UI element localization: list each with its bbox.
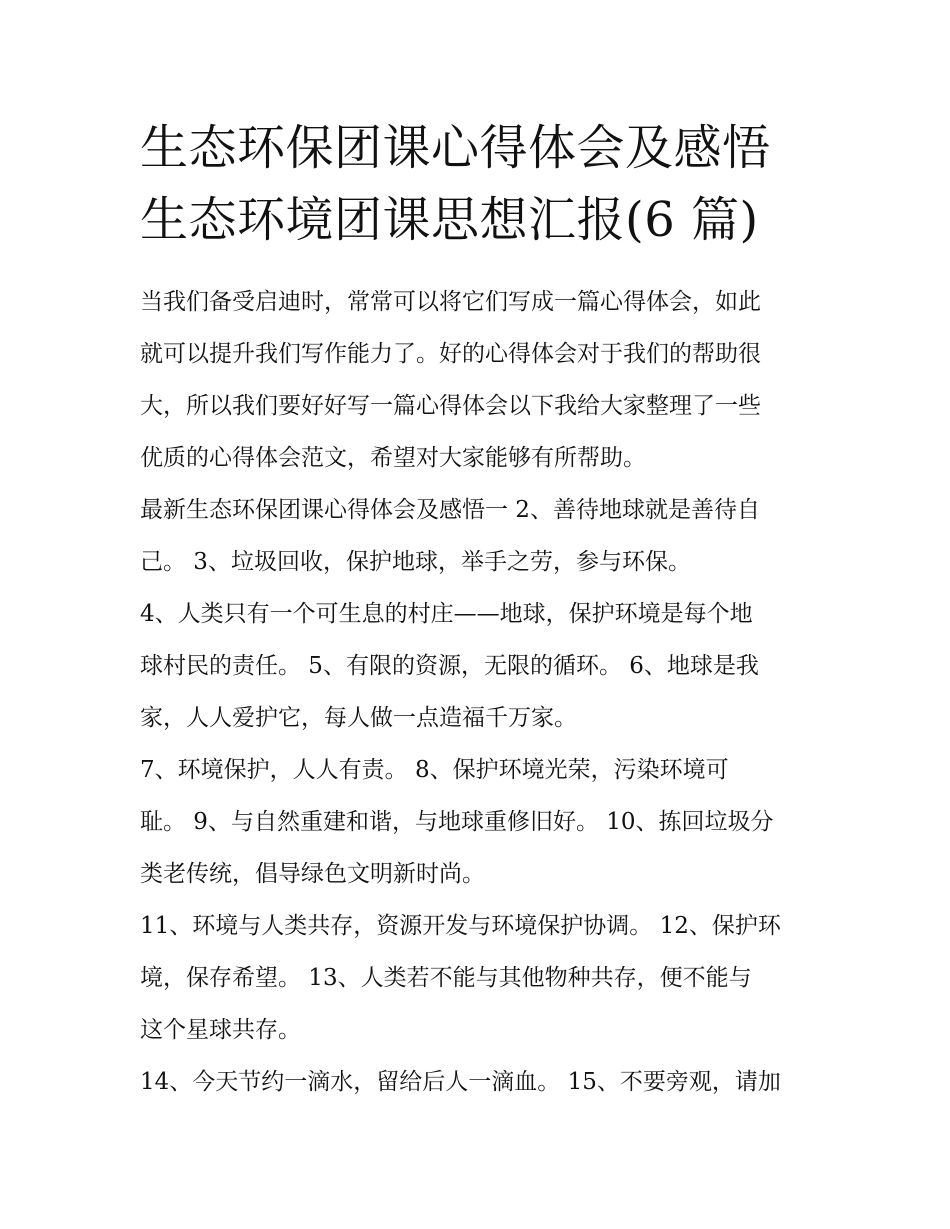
text-line: 11、环境与人类共存，资源开发与环境保护协调。 12、保护环 — [140, 913, 781, 939]
text-line: 境，保存希望。 13、人类若不能与其他物种共存，便不能与 — [140, 965, 752, 991]
paragraph — [140, 1056, 820, 1108]
text-line: 7、环境保护，人人有责。 8、保护环境光荣，污染环境可 — [140, 757, 729, 783]
text-line: 大，所以我们要好好写一篇心得体会以下我给大家整理了一些 — [140, 393, 761, 419]
text-line: 类老传统，倡导绿色文明新时尚。 — [140, 861, 485, 887]
paragraph — [140, 484, 820, 588]
text-line: 家，人人爱护它，每人做一点造福千万家。 — [140, 705, 577, 731]
paragraph — [140, 900, 820, 1056]
paragraph — [140, 744, 820, 900]
text-line: 当我们备受启迪时，常常可以将它们写成一篇心得体会，如此 — [140, 289, 761, 315]
text-line: 4、人类只有一个可生息的村庄——地球，保护环境是每个地 — [140, 601, 753, 627]
text-line: 己。 3、垃圾回收，保护地球，举手之劳，参与环保。 — [140, 549, 691, 575]
title-line-1: 生态环保团课心得体会及感悟 — [140, 120, 771, 176]
intro-paragraph — [140, 276, 820, 484]
text-line: 优质的心得体会范文，希望对大家能够有所帮助。 — [140, 445, 646, 471]
title-line-2: 生态环境团课思想汇报(6 篇) — [140, 192, 759, 248]
document-body — [140, 276, 820, 1108]
text-line: 就可以提升我们写作能力了。好的心得体会对于我们的帮助很 — [140, 341, 761, 367]
text-line: 14、今天节约一滴水，留给后人一滴血。 15、不要旁观，请加 — [140, 1069, 781, 1095]
text-line: 球村民的责任。 5、有限的资源，无限的循环。 6、地球是我 — [140, 653, 759, 679]
paragraph — [140, 588, 820, 744]
text-line: 这个星球共存。 — [140, 1017, 301, 1043]
text-line: 耻。 9、与自然重建和谐，与地球重修旧好。 10、拣回垃圾分 — [140, 809, 774, 835]
text-line: 最新生态环保团课心得体会及感悟一 2、善待地球就是善待自 — [140, 497, 760, 523]
document-title — [140, 112, 820, 256]
document-page — [140, 112, 820, 1108]
